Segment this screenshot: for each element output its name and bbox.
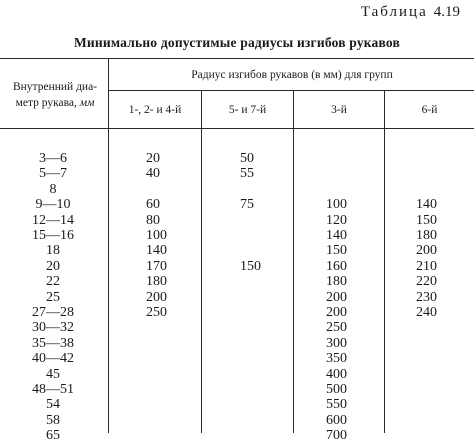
group-header-3: 3-й — [331, 104, 347, 116]
group-3-cell: 150 — [326, 243, 347, 259]
group-4-cell: 240 — [416, 305, 437, 320]
diameter-cell: 54 — [46, 397, 60, 413]
diameter-cell: 20 — [46, 258, 60, 274]
group-4-cell: 230 — [416, 289, 437, 305]
group-3-cell: 200 — [326, 305, 347, 320]
group-3-cell: 160 — [326, 258, 347, 274]
diameter-cell: 9—10 — [35, 197, 71, 213]
diameter-cell: 65 — [46, 428, 60, 443]
group-4-cell: 150 — [416, 212, 437, 228]
group-3-cell: 120 — [326, 212, 347, 228]
group-2-cell: 75 — [240, 197, 254, 213]
group-header-1: 1-, 2- и 4-й — [128, 104, 182, 116]
group-1-cell: 20 — [146, 151, 160, 166]
group-4-cell: 200 — [416, 243, 437, 259]
table-number — [361, 4, 460, 21]
group-3-cell: 200 — [326, 289, 347, 305]
group-3-cell: 700 — [326, 428, 347, 443]
group-3-cell: 600 — [326, 412, 347, 428]
group-2-cell: 150 — [240, 258, 261, 274]
group-1-cell: 140 — [146, 243, 167, 259]
diameter-cell: 18 — [46, 243, 60, 259]
stub-header — [2, 79, 108, 111]
group-1-cell: 200 — [146, 289, 167, 305]
group-4-cell: 140 — [416, 197, 437, 213]
diameter-cell: 30—32 — [32, 320, 74, 336]
group-header: Радиус изгибов рукавов (в мм) для групп — [191, 69, 393, 81]
diameter-cell: 40—42 — [32, 351, 74, 367]
group-3-cell: 550 — [326, 397, 347, 413]
group-3-cell: 250 — [326, 320, 347, 336]
group-rule — [109, 90, 474, 91]
group-1-cell: 250 — [146, 305, 167, 320]
group-4-cell: 210 — [416, 258, 437, 274]
diameter-cell: 8 — [49, 181, 57, 197]
diameter-cell: 58 — [46, 412, 60, 428]
group-1-cell: 180 — [146, 274, 167, 290]
table-number-value: 4.19 — [433, 4, 460, 20]
diameter-cell: 3—6 — [39, 151, 67, 166]
group-header-4: 6-й — [421, 104, 438, 116]
diameter-cell: 12—14 — [32, 212, 74, 228]
group-4-cell: 180 — [416, 228, 437, 243]
group-1-cell: 80 — [146, 212, 160, 228]
stub-header-line-2: метр рукава, — [15, 97, 77, 109]
diameter-cell: 35—38 — [32, 335, 74, 351]
diameter-cell: 25 — [46, 289, 60, 305]
diameter-cell: 45 — [46, 366, 60, 382]
group-3-cell: 180 — [326, 274, 347, 290]
col-divider-1 — [201, 90, 202, 433]
diameter-cell: 5—7 — [39, 166, 67, 182]
group-1-cell: 170 — [146, 258, 167, 274]
group-3-cell: 350 — [326, 351, 347, 367]
header-bottom-rule — [0, 128, 474, 129]
col-divider-2 — [293, 90, 294, 433]
group-3-cell: 500 — [326, 382, 347, 397]
group-2-cell: 55 — [240, 166, 254, 182]
group-4-cell: 220 — [416, 274, 437, 290]
group-1-cell: 60 — [146, 197, 160, 213]
group-1-cell: 100 — [146, 228, 167, 243]
diameter-cell: 27—28 — [32, 305, 74, 320]
table-label: Таблица — [360, 4, 428, 20]
table-title: Минимально допустимые радиусы изгибов рукавов — [73, 35, 401, 50]
stub-header-line-1: Внутренний диа- — [12, 81, 98, 93]
group-1-cell: 40 — [146, 166, 160, 182]
top-rule — [0, 58, 474, 59]
diameter-cell: 22 — [46, 274, 60, 290]
stub-header-unit: мм — [79, 97, 95, 109]
group-3-cell: 400 — [326, 366, 347, 382]
col-divider-3 — [384, 90, 385, 433]
group-3-cell: 300 — [326, 335, 347, 351]
group-3-cell: 100 — [326, 197, 347, 213]
diameter-cell: 15—16 — [32, 228, 74, 243]
group-header-2: 5- и 7-й — [228, 104, 267, 116]
group-2-cell: 50 — [240, 151, 254, 166]
diameter-cell: 48—51 — [32, 382, 74, 397]
group-3-cell: 140 — [326, 228, 347, 243]
